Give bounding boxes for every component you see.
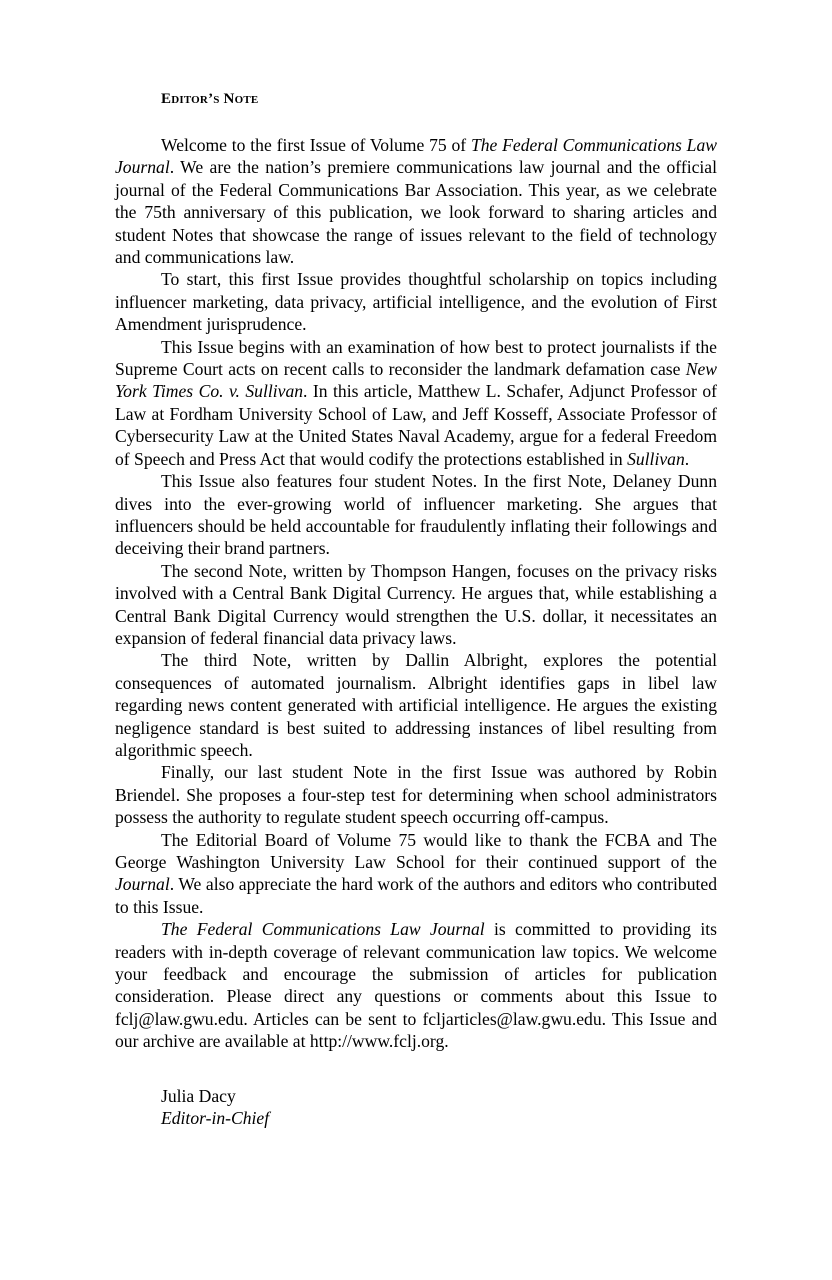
italic-text: Journal [115,874,170,895]
page-heading: Editor’s Note [161,91,259,107]
text-run: The third Note, written by Dallin Albright, explores the potential consequences of automated journalism. Albright identifies gaps in libel law regarding news content generated with artificial intelligence. He argues the existing negligence standard is best suited to addressing instances of libel resulting from algorithmic speech. [115,650,717,760]
text-run: To start, this first Issue provides thoughtful scholarship on topics including influencer marketing, data privacy, artificial intelligence, and the evolution of First Amendment jurisprudence. [115,269,717,335]
text-run: This Issue begins with an examination of how best to protect journalists if the Supreme Court acts on recent calls to reconsider the landmark defamation case [115,336,717,380]
text-run: This Issue also features four student Notes. In the first Note, Delaney Dunn dives into the ever-growing world of influencer marketing. She argues that influencers should be held accountable for fraudulently inflating their followings and deceiving their brand partners. [115,471,717,559]
body-text [115,134,717,1053]
paragraph [115,829,717,919]
italic-text: Sullivan [627,448,685,469]
italic-text: The Federal Communications Law Journal [115,135,718,178]
text-run: . We also appreciate the hard work of the authors and editors who contributed to this Issue. [115,874,717,917]
text-run: The Editorial Board of Volume 75 would like to thank the FCBA and The George Washington University Law School for their continued support of the [115,829,717,872]
text-run: Finally, our last student Note in the first Issue was authored by Robin Briendel. She proposes a four-step test for determining when school administrators possess the authority to regulate student speech occurring off-campus. [115,762,717,828]
text-run: The second Note, written by Thompson Hangen, focuses on the privacy risks involved with a Central Bank Digital Currency. He argues that, while establishing a Central Bank Digital Currency would strengthen the U.S. dollar, it necessitates an expansion of federal financial data privacy laws. [115,560,717,648]
paragraph [115,336,717,470]
text-run: . We are the nation’s premiere communications law journal and the official journal of the Federal Communications Bar Association. This year, as we celebrate the 75th anniversary of this publication, we look forward to sharing articles and student Notes that showcase the range of issues relevant to the field of technology and communications law. [115,157,717,268]
paragraph [115,470,717,560]
paragraph [115,134,717,268]
text-run: . In this article, Matthew L. Schafer, Adjunct Professor of Law at Fordham University School of Law, and Jeff Kosseff, Associate Professor of Cybersecurity Law at the United States Naval Academy, argue for a federal Freedom of Speech and Press Act that would codify the protections established in [115,381,717,469]
paragraph [115,268,717,335]
paragraph [115,918,717,1052]
paragraph [115,649,717,761]
signature-title: Editor-in-Chief [161,1108,270,1129]
italic-text: New York Times Co. v. Sullivan [115,359,717,402]
document-page [115,88,717,1130]
text-run: Welcome to the first Issue of Volume 75 of [161,135,471,155]
italic-text: The Federal Communications Law Journal [161,919,485,940]
text-run: . [684,448,690,469]
text-run: is committed to providing its readers with in-depth coverage of relevant communication law topics. We welcome your feedback and encourage the submission of articles for publication consideration. Please direct any questions or comments about this Issue to fclj@law.gwu.edu. Articles can be sent to fcljarticles@law.gwu.edu. This Issue and our archive are available at http://www.fclj.org. [115,919,717,1052]
paragraph [115,560,717,650]
signature-name: Julia Dacy [161,1085,236,1106]
paragraph [115,761,717,828]
signature-block [161,1085,717,1130]
